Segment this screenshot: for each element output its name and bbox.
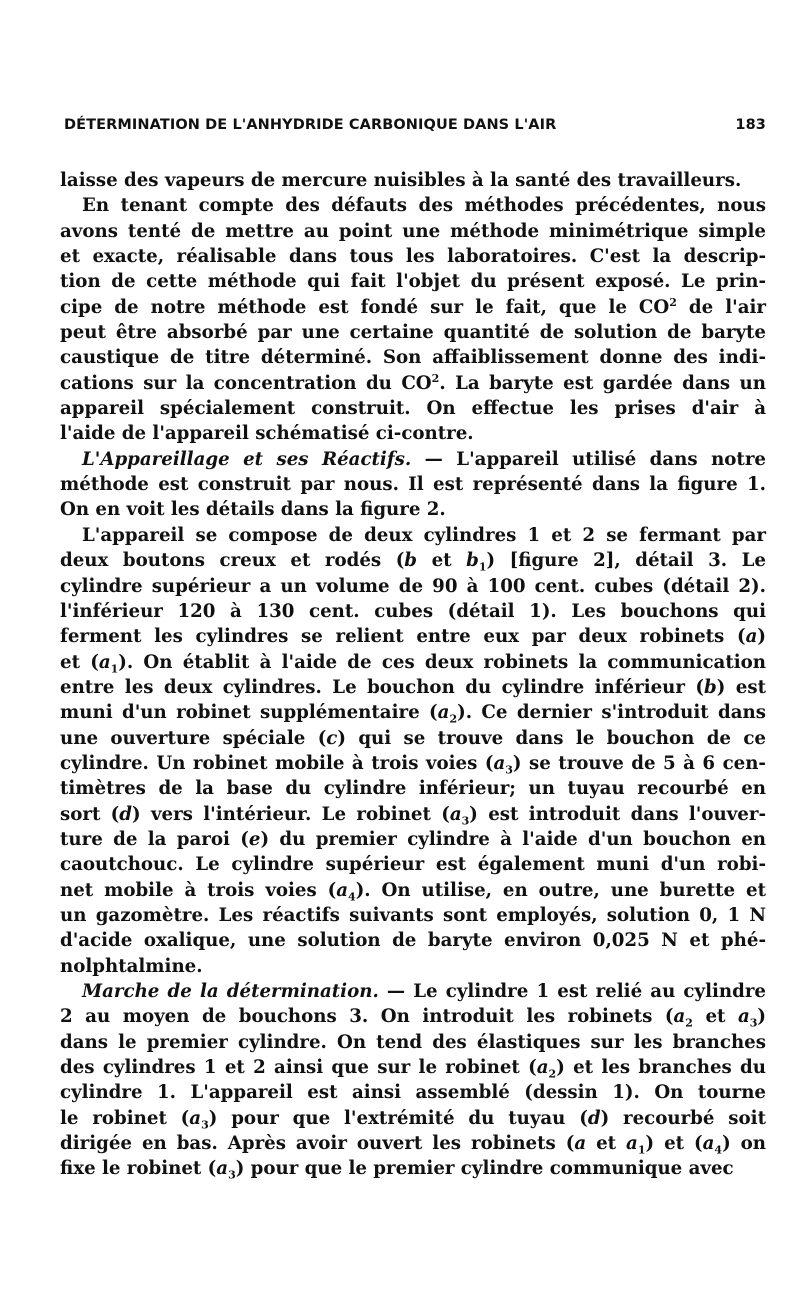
text-line <box>60 269 766 294</box>
text-run: tion de cette méthode qui fait l'objet du présent exposé. Le prin- <box>60 271 766 293</box>
text-line <box>60 599 766 624</box>
text-run: et <box>692 1006 738 1028</box>
text-run: b <box>404 550 418 572</box>
text-run: 3 <box>461 814 470 828</box>
text-line <box>60 878 766 903</box>
text-run: cylindre supérieur a un volume de 90 à 100 cent. cubes (détail 2). <box>60 575 766 597</box>
text-line <box>60 574 766 599</box>
text-run: a <box>189 1107 202 1129</box>
text-run: l'aide de l'appareil schématisé ci-contre. <box>60 423 474 445</box>
text-run: net mobile à trois voies ( <box>60 879 337 901</box>
text-run: c <box>326 727 338 749</box>
text-line <box>60 1004 766 1029</box>
text-run: 4 <box>348 890 356 904</box>
text-line <box>60 751 766 776</box>
text-run: ) et ( <box>645 1133 703 1155</box>
text-run: L'appareil se compose de deux cylindres 1 et 2 se fermant par <box>82 524 766 546</box>
text-run: 4 <box>714 1143 723 1157</box>
text-run: et <box>417 550 467 572</box>
text-run: ) on <box>722 1133 767 1155</box>
text-run: 3 <box>505 763 513 777</box>
text-run: d'acide oxalique, une solution de baryte environ 0,025 N et phé- <box>60 930 766 952</box>
text-run: muni d'un robinet supplémentaire ( <box>60 702 438 724</box>
text-line <box>60 168 766 193</box>
text-run: entre les deux cylindres. Le bouchon du cylindre inférieur ( <box>60 676 705 698</box>
text-run: un gazomètre. Les réactifs suivants sont employés, solution 0, 1 N <box>60 904 766 926</box>
text-run: 1 <box>637 1143 646 1157</box>
text-run: nolphtalmine. <box>60 955 203 977</box>
text-run: des cylindres 1 et 2 ainsi que sur le robinet ( <box>60 1057 537 1079</box>
text-run: ). Ce dernier s'introduit dans <box>457 702 766 724</box>
text-line <box>60 827 766 852</box>
text-line <box>60 1156 766 1181</box>
text-line <box>60 979 766 1004</box>
text-run: avons tenté de mettre au point une méthode minimétrique simple <box>60 220 766 242</box>
text-run: timètres de la base du cylindre inférieur; un tuyau recourbé en <box>60 778 766 800</box>
text-line <box>60 523 766 548</box>
text-run: ture de la paroi ( <box>60 828 249 850</box>
text-run: b <box>466 550 479 572</box>
text-line <box>60 396 766 421</box>
text-run: 3 <box>201 1118 209 1132</box>
text-run: — Le cylindre 1 est relié au cylindre <box>378 981 766 1002</box>
page-number: 183 <box>735 117 766 133</box>
body-text <box>60 168 766 1182</box>
text-run: et exacte, réalisable dans tous les laboratoires. C'est la descrip- <box>60 246 766 268</box>
text-run: d <box>587 1107 601 1129</box>
text-run: a <box>574 1133 587 1155</box>
text-run: sort ( <box>60 803 120 825</box>
text-run: 2 <box>669 295 677 309</box>
text-line <box>60 219 766 244</box>
text-run: l'inférieur 120 à 130 cent. cubes (détail 1). Les bouchons qui <box>60 600 766 622</box>
text-run: méthode est construit par nous. Il est représenté dans la figure 1. <box>60 474 766 496</box>
text-line <box>60 548 766 573</box>
text-run: caustique de titre déterminé. Son affaiblissement donne des indi- <box>60 347 766 369</box>
text-line <box>60 726 766 751</box>
text-run: a <box>493 752 506 774</box>
text-line <box>60 1106 766 1131</box>
text-line <box>60 776 766 801</box>
text-run: Marche de la détermination. <box>82 981 379 1002</box>
text-run: deux boutons creux et rodés ( <box>60 550 405 572</box>
text-run: appareil spécialement construit. On effectue les prises d'air à <box>60 398 766 420</box>
text-run: fixe le robinet ( <box>60 1158 217 1180</box>
text-run: 3 <box>228 1169 236 1183</box>
text-run: caoutchouc. Le cylindre supérieur est également muni d'un robi- <box>60 854 766 876</box>
text-run: ). On établit à l'aide de ces deux robinets la communication <box>118 651 766 673</box>
text-line <box>60 371 766 396</box>
text-run: ) est introduit dans l'ouver- <box>469 803 766 825</box>
text-line <box>60 497 766 522</box>
text-line <box>60 675 766 700</box>
text-run: a <box>437 702 450 724</box>
text-line <box>60 903 766 928</box>
text-run: 2 au moyen de bouchons 3. On introduit les robinets ( <box>60 1006 674 1028</box>
text-run: cations sur la concentration du CO <box>60 372 432 394</box>
running-header <box>64 117 766 133</box>
text-run: peut être absorbé par une certaine quantité de solution de baryte <box>60 322 766 344</box>
text-run: ) <box>757 1006 766 1028</box>
text-run: ) pour que l'extrémité du tuyau ( <box>208 1107 588 1129</box>
text-run: — L'appareil utilisé dans notre <box>411 448 766 470</box>
text-run: 1 <box>478 560 487 574</box>
text-line <box>60 447 766 472</box>
text-run: laisse des vapeurs de mercure nuisibles à la santé des travailleurs. <box>60 170 742 191</box>
text-line <box>60 295 766 320</box>
text-run: de l'air <box>676 296 766 318</box>
text-run: une ouverture spéciale ( <box>60 727 327 749</box>
text-run: a <box>336 879 349 901</box>
text-line <box>60 700 766 725</box>
text-run: a <box>536 1057 549 1079</box>
text-run: cylindre. Un robinet mobile à trois voies ( <box>60 752 494 774</box>
text-run: dirigée en bas. Après avoir ouvert les robinets ( <box>60 1133 575 1155</box>
text-run: ferment les cylindres se relient entre eux par deux robinets ( <box>60 626 746 648</box>
text-line <box>60 1055 766 1080</box>
text-run: ) et les branches du <box>556 1057 766 1079</box>
header-title: DÉTERMINATION DE L'ANHYDRIDE CARBONIQUE DANS L'AIR <box>64 117 557 133</box>
text-run: ) du premier cylindre à l'aide d'un bouchon en <box>260 828 766 850</box>
text-run: d <box>119 803 133 825</box>
text-run: 1 <box>110 662 119 676</box>
text-run: a <box>737 1006 750 1028</box>
text-line <box>60 954 766 979</box>
text-run: 2 <box>431 371 440 385</box>
text-run: ) <box>757 626 766 648</box>
text-line <box>60 802 766 827</box>
text-run: b <box>704 676 717 698</box>
text-run: 2 <box>685 1016 693 1030</box>
text-run: 2 <box>449 712 458 726</box>
text-run: 2 <box>548 1067 557 1081</box>
text-line <box>60 345 766 370</box>
text-run: cipe de notre méthode est fondé sur le fait, que le CO <box>60 296 670 318</box>
text-run: ). On utilise, en outre, une burette et <box>355 879 766 901</box>
text-line <box>60 928 766 953</box>
text-line <box>60 852 766 877</box>
text-run: a <box>745 626 758 648</box>
text-line <box>60 244 766 269</box>
text-run: En tenant compte des défauts des méthodes précédentes, nous <box>82 195 766 217</box>
text-run: ) qui se trouve dans le bouchon de ce <box>337 727 766 749</box>
text-run: a <box>673 1006 686 1028</box>
text-run: et <box>586 1133 627 1155</box>
text-line <box>60 1131 766 1156</box>
text-run: cylindre 1. L'appareil est ainsi assemblé (dessin 1). On tourne <box>60 1082 766 1104</box>
text-run: ) est <box>716 676 766 698</box>
text-run: 3 <box>749 1016 758 1030</box>
text-line <box>60 650 766 675</box>
text-line <box>60 193 766 218</box>
text-run: L'Appareillage et ses Réactifs. <box>82 448 412 470</box>
text-run: dans le premier cylindre. On tend des élastiques sur les branches <box>60 1031 766 1053</box>
text-line <box>60 1030 766 1055</box>
text-line <box>60 421 766 446</box>
text-run: a <box>626 1133 638 1155</box>
text-run: ) [figure 2], détail 3. Le <box>486 550 766 572</box>
text-line <box>60 320 766 345</box>
text-run: e <box>248 828 261 850</box>
text-run: . La baryte est gardée dans un <box>439 372 766 394</box>
text-run: ) se trouve de 5 à 6 cen- <box>512 752 766 774</box>
text-run: ) pour que le premier cylindre communique avec <box>235 1158 734 1180</box>
text-run: a <box>216 1158 229 1180</box>
text-run: le robinet ( <box>60 1107 190 1129</box>
text-run: ) vers l'intérieur. Le robinet ( <box>132 803 450 825</box>
text-run: et ( <box>60 651 99 673</box>
text-run: ) recourbé soit <box>600 1107 766 1129</box>
text-run: a <box>449 803 462 825</box>
text-run: a <box>702 1133 715 1155</box>
text-line <box>60 1080 766 1105</box>
text-run: On en voit les détails dans la figure 2. <box>60 499 446 521</box>
text-run: a <box>98 651 111 673</box>
text-line <box>60 624 766 649</box>
text-line <box>60 472 766 497</box>
